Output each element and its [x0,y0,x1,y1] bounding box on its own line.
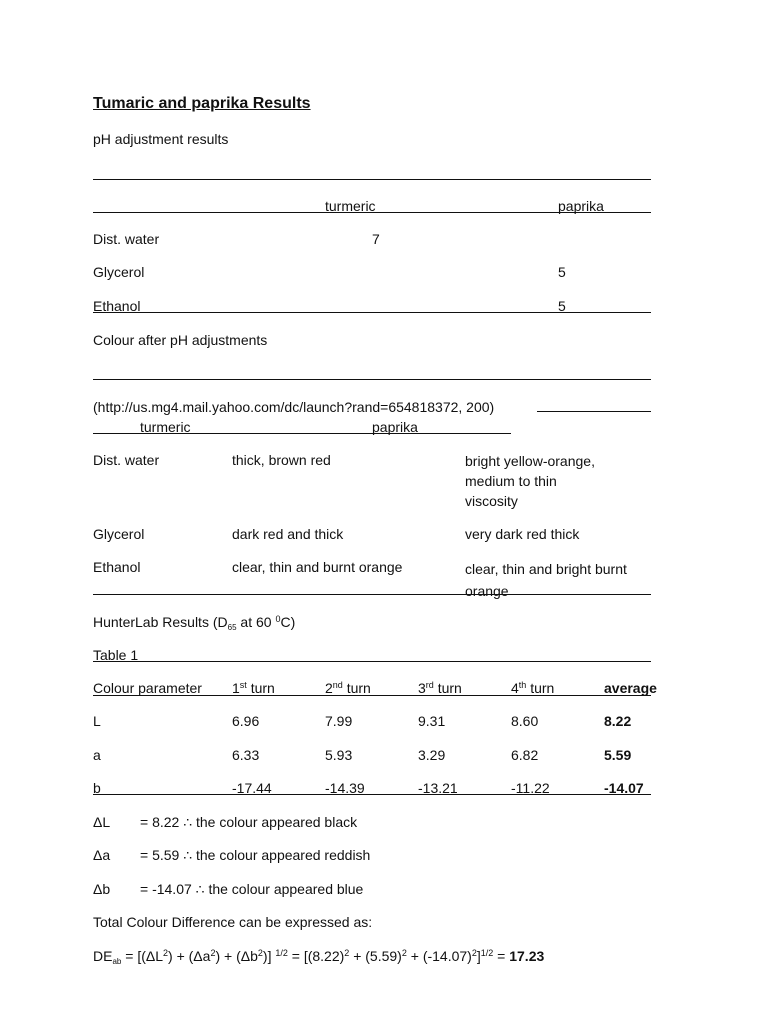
delta-symbol: Δa [93,847,111,863]
delta-symbol: Δb [93,881,111,897]
ph-value-turmeric: 7 [372,231,380,247]
row-turn-4-value: 6.82 [511,747,539,763]
row-turn-1-value: 6.33 [232,747,260,763]
header-turn-2: 2nd turn [325,680,371,696]
header-turn-1: 1st turn [232,680,275,696]
page-title: Tumaric and paprika Results [93,95,311,112]
row-average-value: -14.07 [604,780,644,796]
total-difference-result: 17.23 [509,948,545,964]
row-turn-4-value: 8.60 [511,713,539,729]
colour-col-turmeric: turmeric [140,419,191,435]
delta-symbol: ΔL [93,814,111,830]
row-average-value: 5.59 [604,747,632,763]
citation-trailing-rule [537,411,651,412]
header-colour-parameter: Colour parameter [93,680,202,696]
ph-row-label: Dist. water [93,231,160,247]
colour-row-label: Glycerol [93,526,145,542]
hunterlab-bottom-rule [93,794,651,795]
colour-header-rule [93,433,511,434]
colour-value-paprika-line: medium to thin [465,473,557,489]
colour-value-turmeric: dark red and thick [232,526,344,542]
hunterlab-heading: HunterLab Results ($D_{65}$ at 60 $^0$C) [93,614,296,632]
row-turn-3-value: 9.31 [418,713,446,729]
row-turn-2-value: 7.99 [325,713,353,729]
ph-row-label: Glycerol [93,264,145,280]
colour-table-bottom-rule [93,594,651,595]
row-turn-4-value: -11.22 [511,780,550,796]
ph-row-label: Ethanol [93,298,141,314]
colour-value-paprika [465,558,627,602]
colour-value-paprika-line: viscosity [465,493,518,509]
delta-text: = 5.59 ∴ the colour appeared reddish [140,847,371,863]
table-label: Table 1 [93,647,139,663]
colour-value-paprika-line: clear, thin and bright burnt [465,561,627,577]
colour-col-paprika: paprika [372,419,418,435]
row-turn-1-value: -17.44 [232,780,272,796]
ph-header-rule [93,212,651,213]
total-difference-intro: Total Colour Difference can be expressed as: [93,914,373,930]
header-turn-3: 3rd turn [418,680,462,696]
colour-row-label: Dist. water [93,452,160,468]
hunterlab-header-rule [93,695,651,696]
row-average-value: 8.22 [604,713,632,729]
ph-table-top-rule [93,179,651,180]
ph-section-heading: pH adjustment results [93,131,229,147]
colour-value-paprika-line: orange [465,583,509,599]
colour-value-paprika-line: bright yellow-orange, [465,453,595,469]
row-parameter: a [93,747,101,763]
total-difference-formula: $DE_{ab} = [(\Delta L^2) + (\Delta a^2) + (\Delta b^2)] ^{1/2} = [(8.22)^2 + (5.59)^2 + (-14.07)^2]^{1/2} = 17.23$ [93,948,545,966]
colour-value-turmeric: thick, brown red [232,452,331,468]
colour-source-citation: (http://us.mg4.mail.yahoo.com/dc/launch?rand=654818372, 200) [93,399,495,415]
delta-text: = -14.07 ∴ the colour appeared blue [140,881,364,897]
row-parameter: L [93,713,101,729]
delta-text: = 8.22 ∴ the colour appeared black [140,814,358,830]
row-parameter: b [93,780,101,796]
row-turn-2-value: -14.39 [325,780,365,796]
colour-table-top-rule [93,379,651,380]
colour-section-heading: Colour after pH adjustments [93,332,268,348]
colour-value-paprika [465,451,595,511]
colour-value-paprika: very dark red thick [465,526,580,542]
header-average: average [604,680,657,696]
header-turn-4: 4th turn [511,680,555,696]
row-turn-3-value: 3.29 [418,747,446,763]
colour-value-turmeric: clear, thin and burnt orange [232,559,403,575]
row-turn-2-value: 5.93 [325,747,353,763]
table-label-rule [93,661,651,662]
ph-table-bottom-rule [93,312,651,313]
ph-value-paprika: 5 [558,264,566,280]
ph-value-paprika: 5 [558,298,566,314]
ph-col-turmeric: turmeric [325,198,376,214]
ph-col-paprika: paprika [558,198,604,214]
row-turn-3-value: -13.21 [418,780,458,796]
colour-row-label: Ethanol [93,559,141,575]
row-turn-1-value: 6.96 [232,713,260,729]
